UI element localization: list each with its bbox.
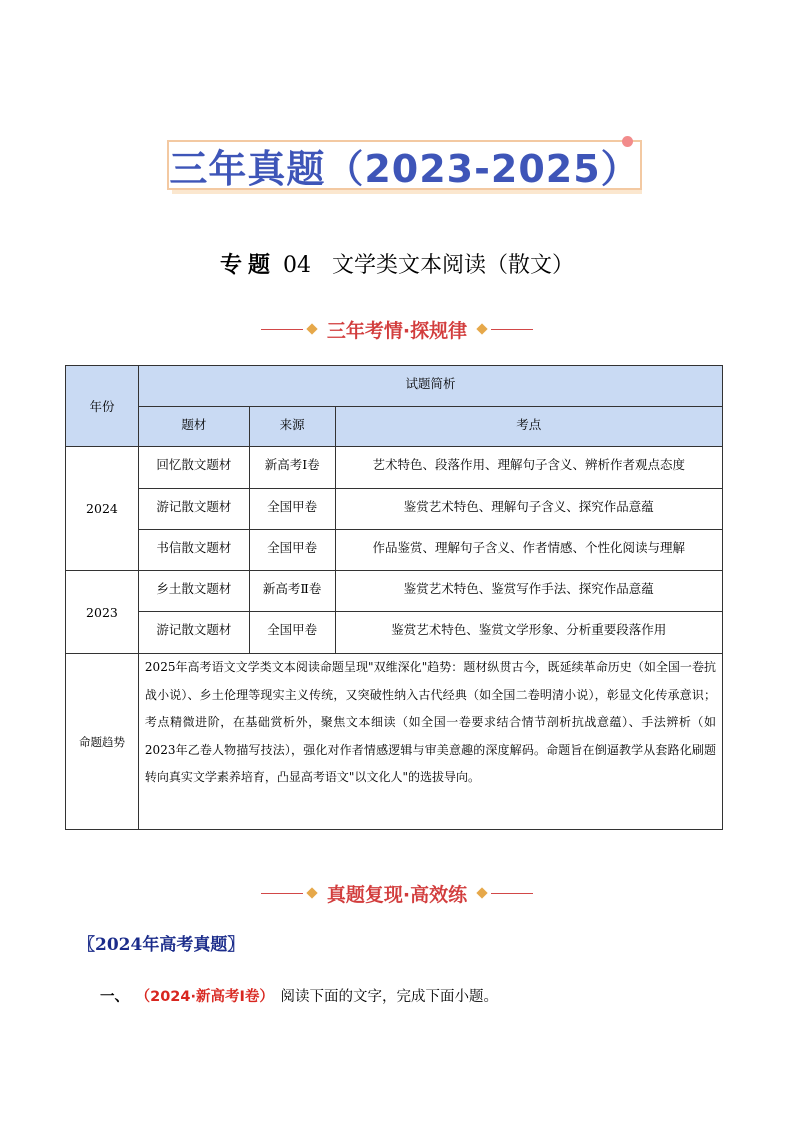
diamond-icon xyxy=(476,323,487,334)
cell-points: 艺术特色、段落作用、理解句子含义、辨析作者观点态度 xyxy=(335,447,722,489)
year-heading: 〖2024年高考真题〗 xyxy=(78,935,245,955)
header-material: 题材 xyxy=(138,407,249,447)
subject-label: 专题 xyxy=(219,252,276,278)
table-row xyxy=(66,612,723,654)
cell-material: 游记散文题材 xyxy=(138,489,249,530)
question-1 xyxy=(100,985,498,1006)
header-points: 考点 xyxy=(335,407,722,447)
divider-line xyxy=(491,893,533,894)
question-source: （2024·新高考Ⅰ卷） xyxy=(135,989,274,1005)
banner-title: 三年真题（2023-2025） xyxy=(169,146,640,191)
header-year: 年份 xyxy=(66,366,139,447)
banner xyxy=(167,140,642,190)
subject-name: 文学类文本阅读（散文） xyxy=(332,253,575,278)
cell-source: 全国甲卷 xyxy=(249,530,335,571)
question-number: 一、 xyxy=(100,989,129,1005)
cell-year: 2024 xyxy=(66,447,139,571)
table-row xyxy=(66,447,723,489)
cell-source: 全国甲卷 xyxy=(249,612,335,654)
table-row xyxy=(66,571,723,612)
table-row xyxy=(66,489,723,530)
cell-points: 鉴赏艺术特色、鉴赏文学形象、分析重要段落作用 xyxy=(335,612,722,654)
exam-analysis-table xyxy=(65,365,723,830)
header-source: 来源 xyxy=(249,407,335,447)
cell-material: 乡土散文题材 xyxy=(138,571,249,612)
header-analysis: 试题简析 xyxy=(138,366,722,407)
table-row xyxy=(66,530,723,571)
question-text: 阅读下面的文字，完成下面小题。 xyxy=(280,989,498,1005)
cell-points: 鉴赏艺术特色、鉴赏写作手法、探究作品意蕴 xyxy=(335,571,722,612)
cell-trend-text: 2025年高考语文文学类文本阅读命题呈现"双维深化"趋势：题材纵贯古今，既延续革命历史（如全国一卷抗战小说）、乡土伦理等现实主义传统，又突破性纳入古代经典（如全国二卷明清小说），彰显文化传承意识；考点精微进阶，在基础赏析外，聚焦文本细读（如全国一卷要求结合情节剖析抗战意蕴）、手法辨析（如2023年乙卷人物描写技法），强化对作者情感逻辑与审美意趣的深度解码。命题旨在倒逼教学从套路化刷题转向真实文学素养培育，凸显高考语文"以文化人"的选拔导向。 xyxy=(138,654,722,830)
section-header-practice xyxy=(0,880,794,906)
table-row-trend xyxy=(66,654,723,830)
cell-material: 回忆散文题材 xyxy=(138,447,249,489)
cell-points: 作品鉴赏、理解句子含义、作者情感、个性化阅读与理解 xyxy=(335,530,722,571)
subject-title xyxy=(0,248,794,279)
banner-dot-icon xyxy=(622,136,633,147)
cell-year: 2023 xyxy=(66,571,139,654)
section-title: 三年考情·探规律 xyxy=(326,319,468,342)
divider-line xyxy=(261,329,303,330)
diamond-icon xyxy=(476,887,487,898)
diamond-icon xyxy=(306,887,317,898)
section-title: 真题复现·高效练 xyxy=(326,883,468,906)
cell-points: 鉴赏艺术特色、理解句子含义、探究作品意蕴 xyxy=(335,489,722,530)
cell-trend-label: 命题趋势 xyxy=(66,654,139,830)
cell-source: 新高考Ⅱ卷 xyxy=(249,571,335,612)
subject-number: 04 xyxy=(283,253,311,278)
section-header-trend xyxy=(0,316,794,342)
cell-material: 书信散文题材 xyxy=(138,530,249,571)
cell-material: 游记散文题材 xyxy=(138,612,249,654)
cell-source: 新高考Ⅰ卷 xyxy=(249,447,335,489)
diamond-icon xyxy=(306,323,317,334)
cell-source: 全国甲卷 xyxy=(249,489,335,530)
divider-line xyxy=(261,893,303,894)
divider-line xyxy=(491,329,533,330)
